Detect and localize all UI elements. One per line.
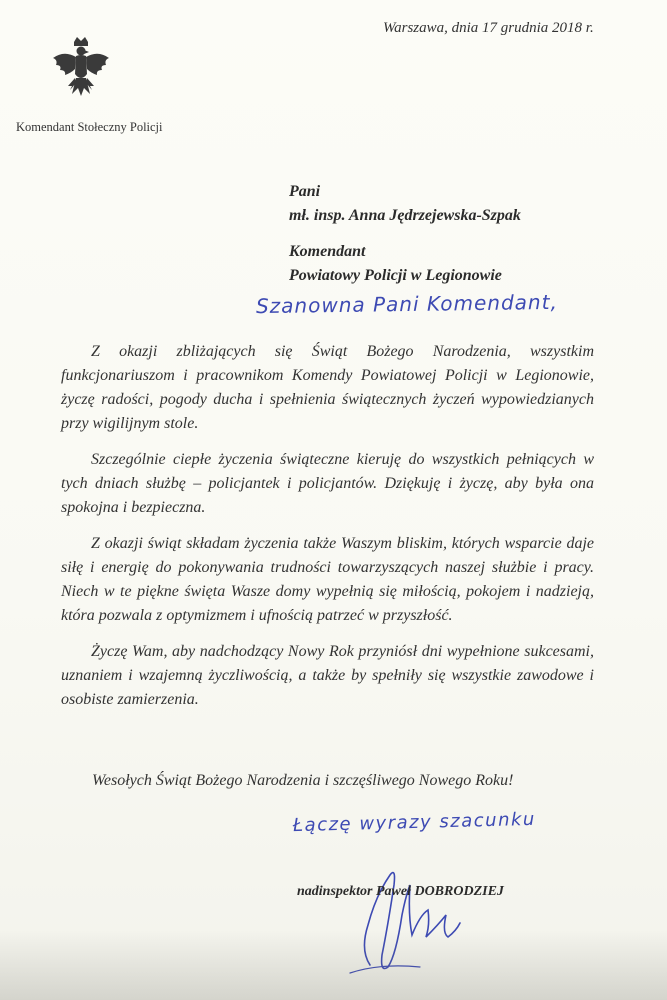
body-paragraph: Z okazji świąt składam życzenia także Waszym bliskim, których wsparcie daje siłę i energię do pokonywania trudności towarzyszących naszej służbie i pracy. Niech w te piękne święta Wasze domy wypełnią się miłością, pokojem i nadzieją, która pozwala z optymizmem i ufnością patrzeć w przyszłość. — [61, 535, 594, 624]
body-paragraph: Szczególnie ciepłe życzenia świąteczne kieruję do wszystkich pełniących w tych dniach służbę – policjantek i policjantów. Dziękuję i życzę, aby była ona spokojna i bezpieczna. — [61, 451, 594, 516]
addressee-unit: Powiatowy Policji w Legionowie — [289, 267, 502, 284]
addressee-title: Komendant — [289, 243, 366, 260]
closing-wishes: Wesołych Świąt Bożego Narodzenia i szczęśliwego Nowego Roku! — [92, 772, 514, 789]
body-paragraph: Z okazji zbliżających się Świąt Bożego Narodzenia, wszystkim funkcjonariuszom i pracownikom Komendy Powiatowej Policji w Legionowie, życzę radości, pogody ducha i spełnienia świątecznych życzeń wypowiedzianych przy wigilijnym stole. — [61, 343, 594, 432]
letter-body — [61, 340, 594, 724]
signer-name: nadinspektor Paweł DOBRODZIEJ — [297, 884, 504, 899]
addressee-name: mł. insp. Anna Jędrzejewska-Szpak — [289, 207, 521, 224]
handwritten-regards: Łączę wyrazy szacunku — [292, 808, 537, 837]
body-paragraph: Życzę Wam, aby nadchodzący Nowy Rok przyniósł dni wypełnione sukcesami, uznaniem i wzajemną życzliwością, a także by spełniły się wszystkie zawodowe i osobiste zamierzenia. — [61, 643, 594, 708]
addressee-salutation: Pani — [289, 183, 321, 200]
issuing-unit-name: Komendant Stołeczny Policji — [16, 120, 163, 134]
place-and-date: Warszawa, dnia 17 grudnia 2018 r. — [383, 20, 594, 36]
handwritten-greeting: Szanowna Pani Komendant, — [255, 289, 558, 319]
polish-eagle-emblem-icon — [50, 36, 112, 104]
addressee-block — [289, 180, 521, 288]
page-shadow — [0, 930, 667, 1000]
